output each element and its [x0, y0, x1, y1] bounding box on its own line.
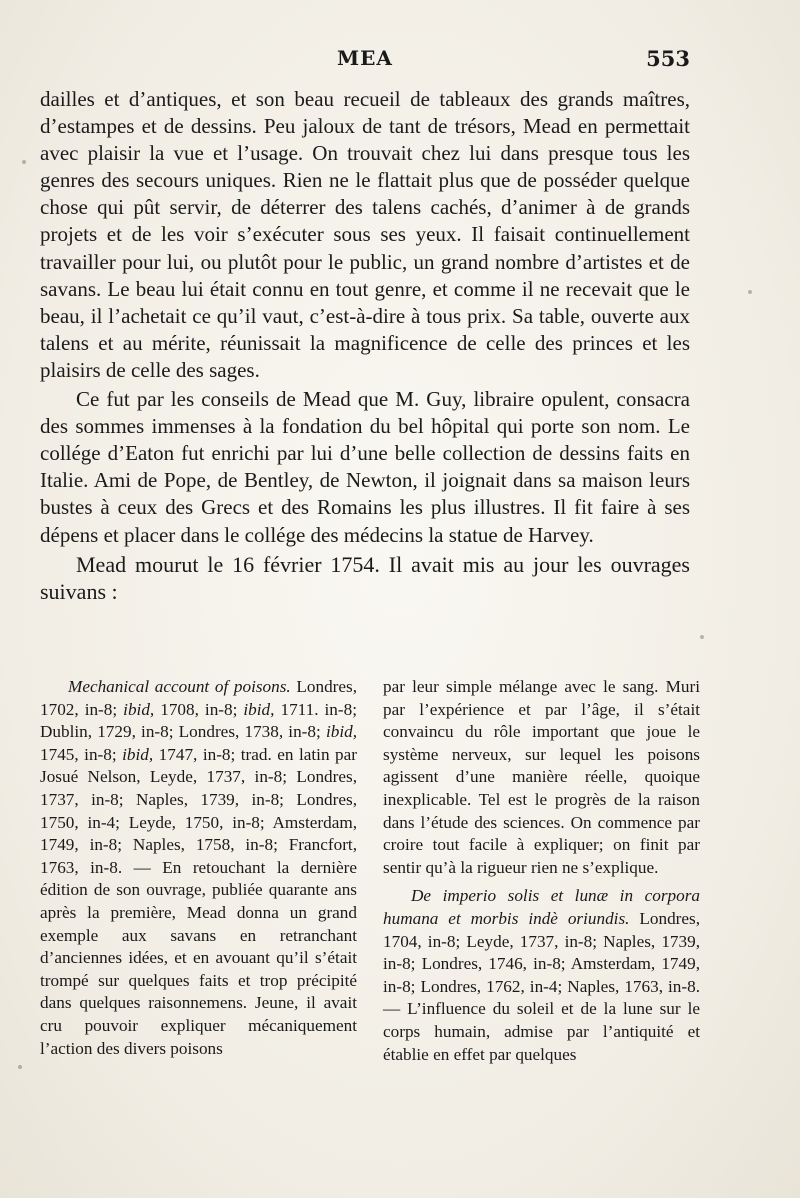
- paper-speck: [18, 1065, 22, 1069]
- left-column: [40, 676, 357, 1066]
- entry-text: 1711. in-8; Dublin, 1729, in-8; Londres, 1738, in-8;: [40, 699, 357, 742]
- ibid-ref: ibid,: [325, 722, 357, 742]
- ibid-ref: ibid,: [243, 699, 275, 719]
- bibliography-columns: [40, 676, 700, 1066]
- running-head: MEA: [337, 46, 393, 70]
- bibliography-entry-mechanical-account: [40, 676, 357, 1060]
- entry-title: Mechanical account of poisons.: [68, 677, 291, 696]
- ibid-ref: ibid,: [123, 699, 155, 719]
- paragraph-2: Ce fut par les conseils de Mead que M. Guy, libraire opulent, consacra des sommes immenses à la fondation du bel hôpital qui porte son nom. Le collége d’Eaton fut enrichi par lui d’une belle collection de dessins faits en Italie. Ami de Pope, de Bentley, de Newton, il joignait dans sa maison leurs bustes à ceux des Grecs et des Romains les plus illustres. Il fit faire à ses dépens et placer dans le collége des médecins la statue de Harvey.: [40, 387, 690, 547]
- paper-speck: [700, 635, 704, 639]
- paper-speck: [748, 290, 752, 294]
- page-number: 553: [646, 46, 690, 71]
- entry-text: 1708, in-8;: [154, 699, 244, 719]
- entry-text: 1745, in-8;: [40, 744, 123, 764]
- page-header: [40, 46, 690, 80]
- entry-text: Londres, 1702, in-8;: [40, 677, 357, 719]
- entry-text: Londres, 1704, in-8; Leyde, 1737, in-8; Naples, 1739, in-8; Londres, 1746, in-8; Amsterdam, 1749, in-8; Londres, 1762, in-4; Naples, 1763, in-8. — L’influence du soleil et de la lune sur le corps humain, admise par l’antiquité et établie en effet par quelques: [383, 908, 700, 1064]
- paragraph-3: Mead mourut le 16 février 1754. Il avait mis au jour les ouvrages suivans :: [40, 551, 690, 604]
- entry-title: De imperio solis et lunæ in corpora humana et morbis indè oriundis.: [383, 886, 700, 928]
- ibid-ref: ibid,: [122, 744, 154, 764]
- bibliography-entry-de-imperio: [383, 885, 700, 1066]
- paper-speck: [22, 160, 26, 164]
- right-column: [383, 676, 700, 1066]
- paragraph-1: dailles et d’antiques, et son beau recueil de tableaux des grands maîtres, d’estampes et de dessins. Peu jaloux de tant de trésors, Mead en permettait avec plaisir la vue et l’usage. On trouvait chez lui dans presque tous les genres des secours uniques. Rien ne le flattait plus que de posséder quelque chose qui pût servir, de déterrer des talens cachés, d’animer à de grands projets et de les voir s’exécuter sous ses yeux. Il faisait continuellement travailler pour lui, ou plutôt pour le public, un grand nombre d’artistes et de savans. Le beau lui était connu en tout genre, et comme il ne recevait que le beau, il l’achetait ce qu’il vaut, c’est-à-dire à tous prix. Sa table, ouverte aux talens et au mérite, réunissait la magnificence de celle des princes et les plaisirs de celle des sages.: [40, 87, 690, 382]
- entry-text: 1747, in-8; trad. en latin par Josué Nelson, Leyde, 1737, in-8; Londres, 1737, in-8; Naples, 1739, in-8; Londres, 1750, in-4; Leyde, 1750, in-8; Amsterdam, 1749, in-8; Naples, 1758, in-8; Francfort, 1763, in-8. — En retouchant la dernière édition de son ouvrage, publiée quarante ans après la première, Mead donna un grand exemple aux savans en retranchant d’anciennes idées, et en avouant qu’il s’était trompé sur quelques faits et trop précipité dans quelques raisonnemens. Jeune, il avait cru pouvoir expliquer mécaniquement l’action des divers poisons: [40, 744, 357, 1058]
- entry-continuation: par leur simple mélange avec le sang. Muri par l’expérience et par l’âge, il s’était convaincu du rôle important que joue le système nerveux, sur lequel les poisons agissent d’une manière réelle, quoique inexplicable. Tel est le progrès de la raison dans l’étude des sciences. On commence par croire tout facile à expliquer; on finit par sentir qu’à la rigueur rien ne s’explique.: [383, 677, 700, 877]
- main-text: [40, 86, 690, 605]
